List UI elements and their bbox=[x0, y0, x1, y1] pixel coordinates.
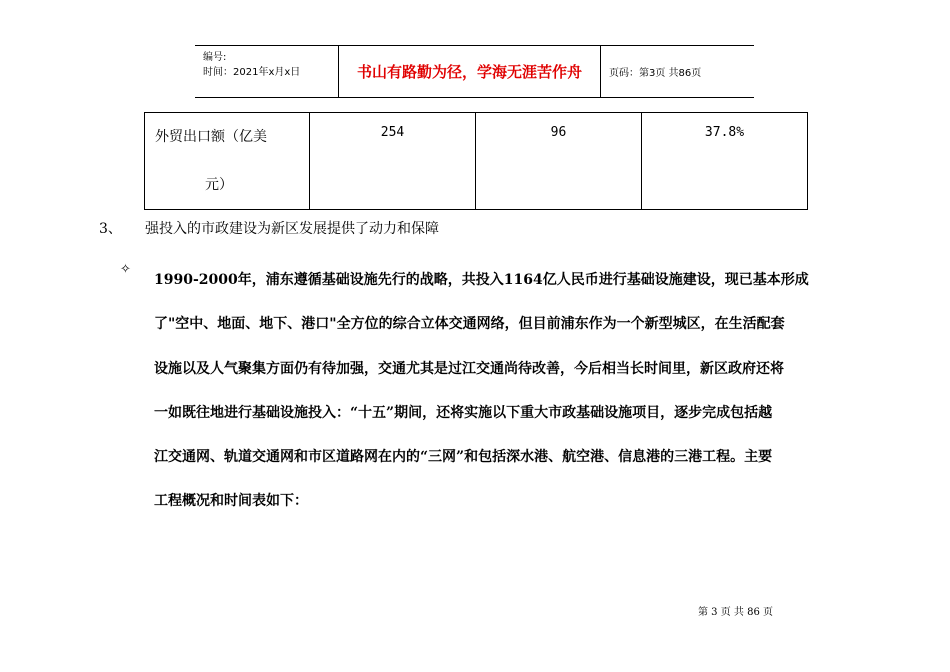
table-cell: 254 bbox=[310, 113, 476, 210]
label-line-1: 外贸出口额（亿美 bbox=[155, 129, 267, 145]
diamond-bullet-icon: ✧ bbox=[120, 262, 131, 277]
header-meta bbox=[203, 50, 300, 80]
paragraph-line: 工程概况和时间表如下： bbox=[154, 493, 308, 510]
label-line-2: 元） bbox=[205, 177, 233, 193]
paragraph-line: 江交通网、轨道交通网和市区道路网在内的“三网”和包括深水港、航空港、信息港的三港工程。主要 bbox=[154, 449, 773, 466]
header-divider bbox=[600, 46, 601, 97]
table-label-cell bbox=[145, 113, 310, 210]
paragraph-line: 一如既往地进行基础设施投入：“十五”期间，还将实施以下重大市政基础设施项目，逐步完成包括越 bbox=[154, 404, 773, 421]
section-number: 3、 bbox=[99, 221, 122, 237]
body-paragraph bbox=[154, 258, 874, 524]
table-cell: 96 bbox=[476, 113, 642, 210]
table-cell: 37.8% bbox=[642, 113, 808, 210]
table-row bbox=[145, 113, 808, 210]
export-table bbox=[144, 112, 808, 210]
time-label: 时间：2021年x月x日 bbox=[203, 67, 301, 78]
page-footer: 第 3 页 共 86 页 bbox=[698, 607, 773, 618]
paragraph-line: 1990-2000年，浦东遵循基础设施先行的战略，共投入1164亿人民币进行基础设施建设，现已基本形成 bbox=[154, 272, 809, 288]
code-label: 编号: bbox=[203, 52, 227, 63]
header-page-info: 页码：第3页 共86页 bbox=[609, 68, 702, 79]
header-motto: 书山有路勤为径，学海无涯苦作舟 bbox=[356, 63, 582, 81]
page-header bbox=[195, 45, 754, 98]
paragraph-line: 了"空中、地面、地下、港口"全方位的综合立体交通网络，但目前浦东作为一个新型城区，在生活配套 bbox=[154, 316, 785, 333]
paragraph-line: 设施以及人气聚集方面仍有待加强，交通尤其是过江交通尚待改善，今后相当长时间里，新区政府还将 bbox=[154, 360, 784, 377]
section-title: 强投入的市政建设为新区发展提供了动力和保障 bbox=[145, 221, 439, 237]
section-heading bbox=[99, 218, 439, 238]
